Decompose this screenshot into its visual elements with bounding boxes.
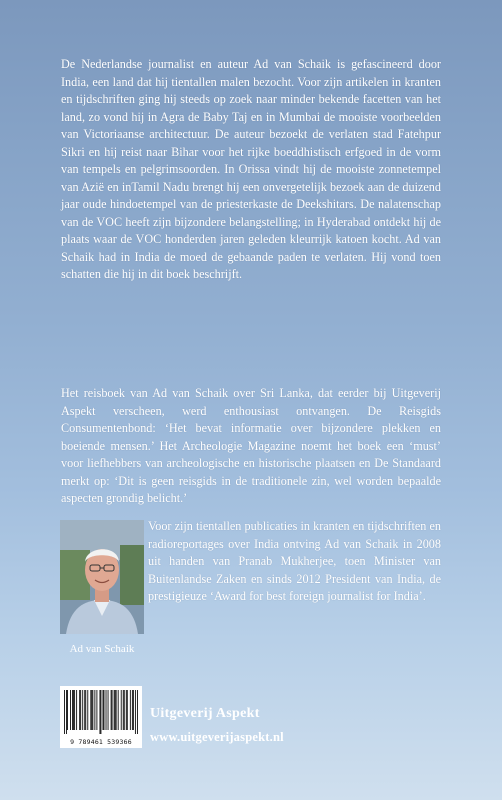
isbn-barcode bbox=[60, 686, 142, 748]
blurb-paragraph-1: De Nederlandse journalist en auteur Ad van Schaik is gefascineerd door India, een land dat hij tientallen malen bezocht. Voor zijn artikelen in kranten en tijdschriften ging hij steeds op zoek naar minder bekende facetten van het land, zo vond hij in Agra de Baby Taj en in Mumbai de mooiste voorbeelden van Victoriaanse architectuur. De auteur bezoekt de verlaten stad Fatehpur Sikri en hij reist naar Bihar voor het rijke boeddhistisch erfgoed in de vorm van tempels en pelgrimsoorden. In Orissa vindt hij de mooiste zonnetempel van Azië en inTamil Nadu brengt hij een onvergetelijk bezoek aan de duizend jaar oude hindoetempel van de priesterkaste de Deekshitars. De nalatenschap van de VOC heeft zijn bijzondere belangstelling; in Hyderabad ontdekt hij de plaats waar de VOC honderden jaren geleden kleurrijk katoen kocht. Ad van Schaik had in India de moed de gebaande paden te verlaten. Hij vond toen schatten die hij in dit boek beschrijft. bbox=[61, 57, 441, 281]
author-photo bbox=[60, 520, 144, 634]
publisher-website[interactable]: www.uitgeverijaspekt.nl bbox=[150, 730, 284, 744]
author-photo-caption: Ad van Schaik bbox=[69, 643, 135, 655]
blurb-paragraph-3: Voor zijn tientallen publicaties in kranten en tijdschriften en radioreportages over India ontving Ad van Schaik in 2008 uit handen van Pranab Mukherjee, toen Minister van Buitenlandse Zaken en sinds 2012 President van India, de prestigieuze ‘Award for best foreign journalist for India’. bbox=[148, 519, 441, 603]
publisher-name: Uitgeverij Aspekt bbox=[150, 706, 260, 721]
blurb-paragraph-2: Het reisboek van Ad van Schaik over Sri Lanka, dat eerder bij Uitgeverij Aspekt verscheen, werd enthousiast ontvangen. De Reisgids Consumentenbond: ‘Het bevat informatie over bijzondere plekken en boeiende mensen.’ Het Archeologie Magazine noemt het boek een ‘must’ voor liefhebbers van archeologische en historische plaatsen en De Standaard merkt op: ‘Dit is geen reisgids in de traditionele zin, wel worden bepaalde aspecten grondig belicht.’ bbox=[61, 386, 441, 505]
barcode-icon bbox=[64, 690, 138, 734]
isbn-number: 9 789461 539366 bbox=[70, 738, 132, 746]
